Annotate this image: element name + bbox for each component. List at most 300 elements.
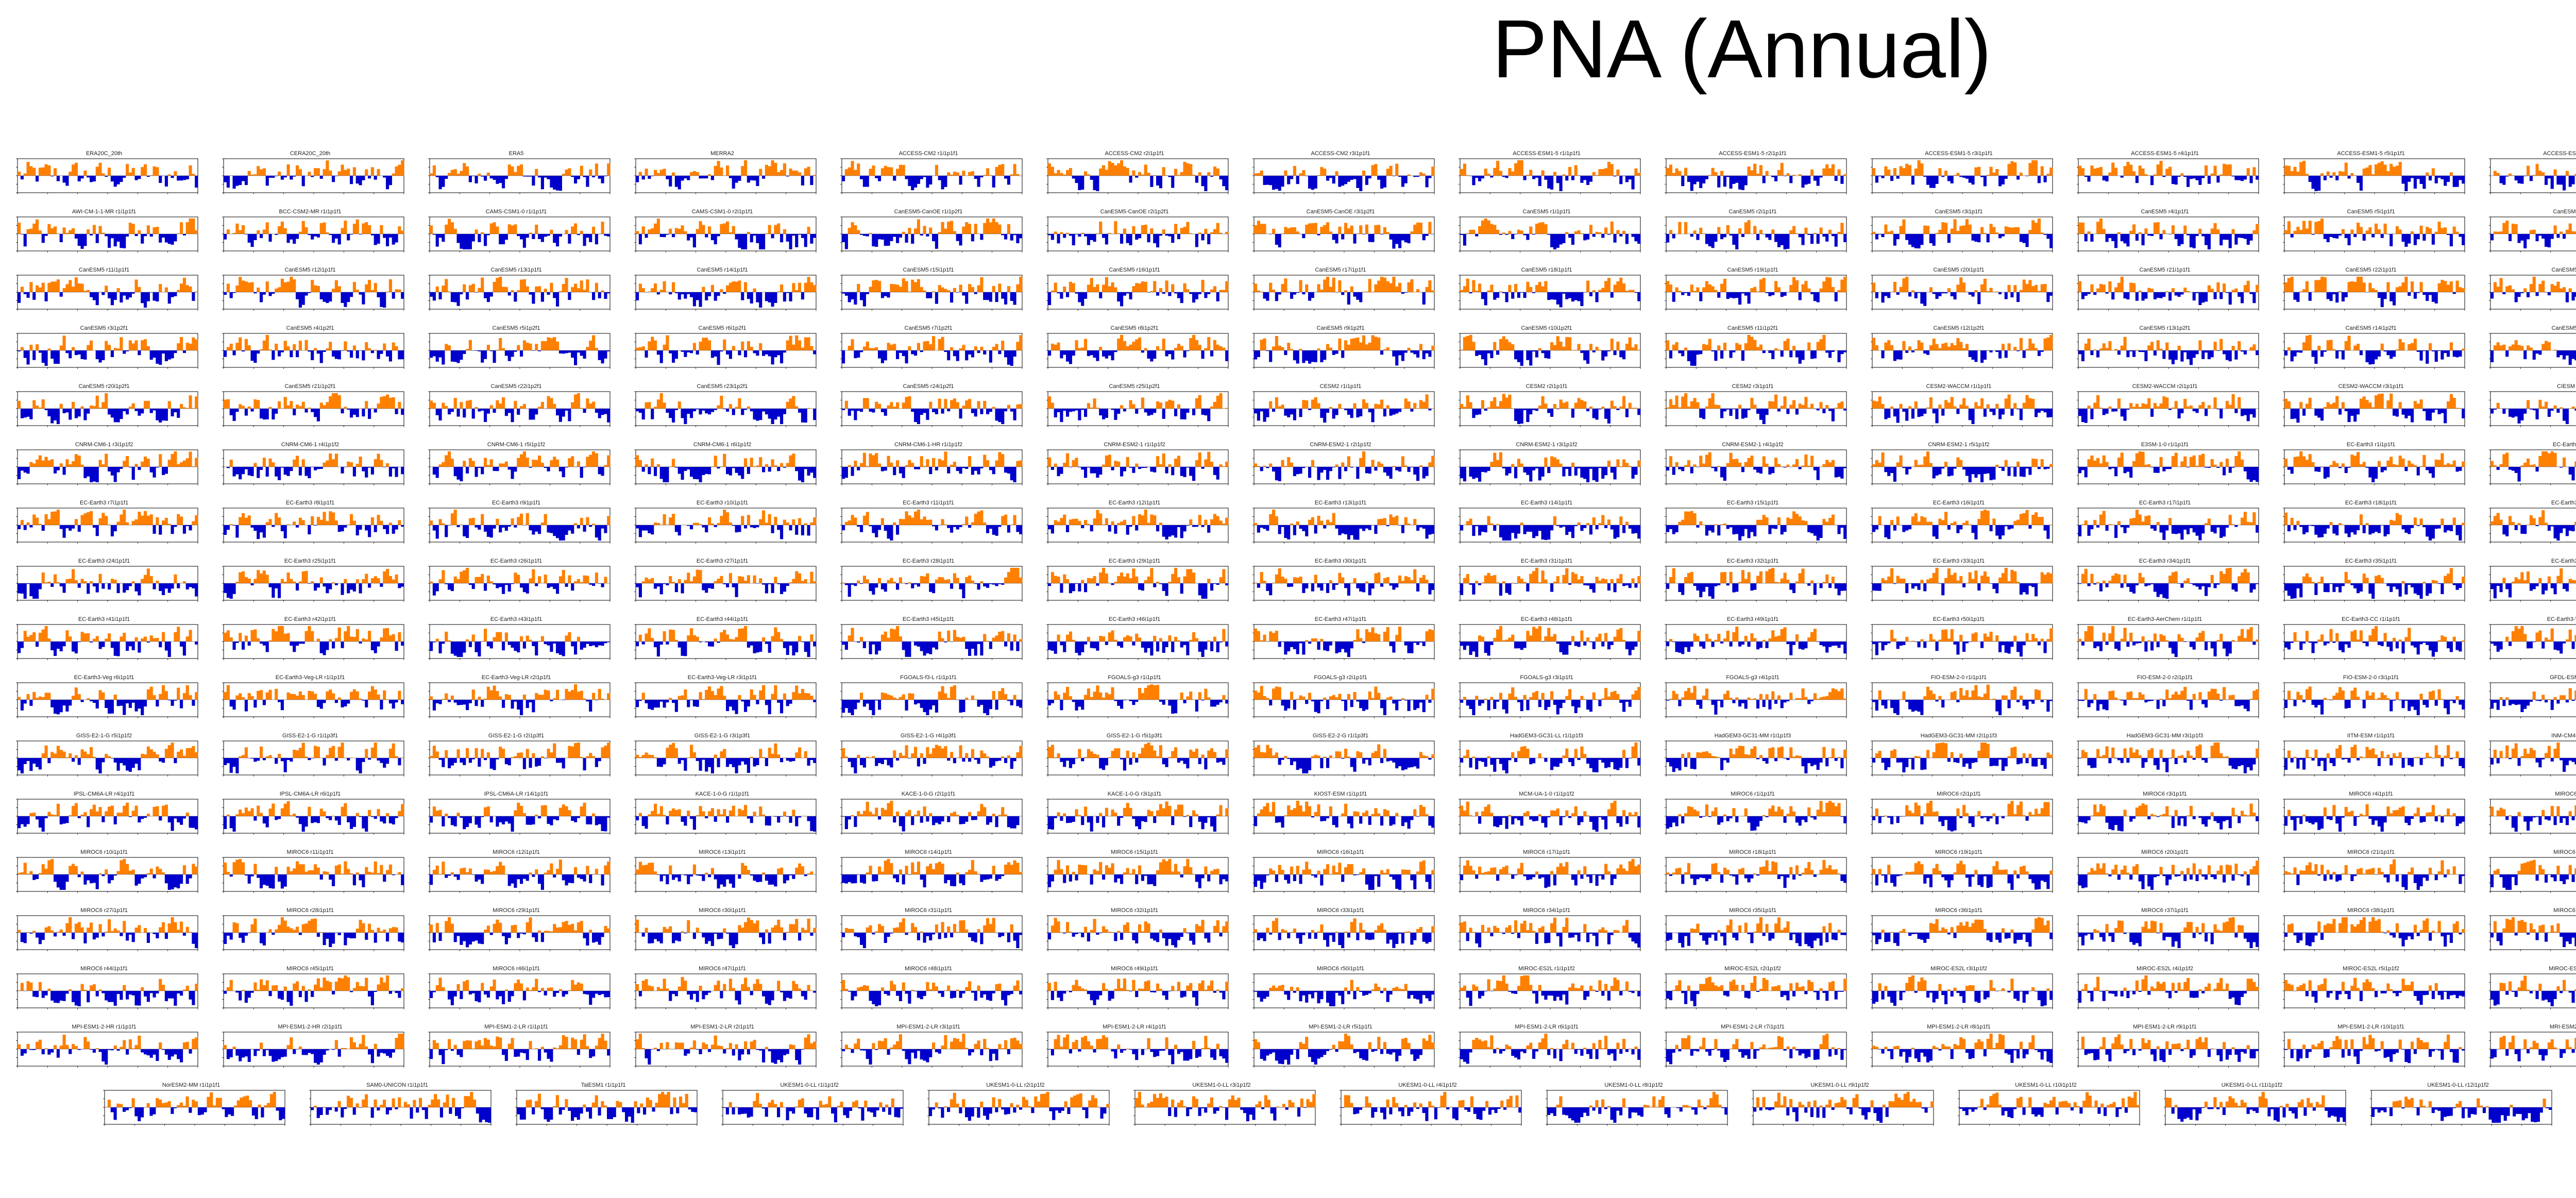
- negative-bar: [2229, 234, 2232, 248]
- positive-bar: [433, 165, 436, 176]
- negative-bar: [2084, 292, 2088, 296]
- positive-bar: [2556, 282, 2560, 292]
- positive-bar: [1383, 278, 1386, 292]
- positive-bar: [747, 341, 750, 350]
- negative-bar: [2462, 234, 2465, 245]
- positive-bar: [1738, 345, 1741, 350]
- negative-bar: [174, 234, 177, 241]
- negative-bar: [138, 350, 141, 355]
- negative-bar: [2420, 176, 2423, 184]
- positive-bar: [2548, 342, 2551, 350]
- negative-bar: [2005, 350, 2008, 358]
- positive-bar: [1204, 229, 1207, 234]
- negative-bar: [881, 234, 884, 240]
- negative-bar: [1069, 350, 1072, 364]
- positive-bar: [1320, 290, 1323, 292]
- positive-bar: [281, 222, 284, 234]
- negative-bar: [1896, 350, 1900, 359]
- positive-bar: [353, 167, 356, 176]
- positive-bar: [1568, 337, 1571, 350]
- positive-bar: [2108, 281, 2111, 292]
- positive-bar: [230, 344, 233, 350]
- negative-bar: [1583, 350, 1586, 360]
- negative-bar: [493, 176, 496, 180]
- negative-bar: [1523, 292, 1527, 298]
- positive-bar: [1634, 168, 1637, 176]
- negative-bar: [2256, 350, 2259, 355]
- negative-bar: [224, 234, 227, 240]
- positive-bar: [275, 344, 278, 350]
- positive-bar: [514, 172, 517, 176]
- negative-bar: [481, 350, 484, 363]
- positive-bar: [1675, 168, 1679, 176]
- negative-bar: [1395, 234, 1398, 244]
- negative-bar: [1069, 234, 1072, 236]
- positive-bar: [108, 345, 111, 350]
- negative-bar: [899, 234, 902, 238]
- negative-bar: [2219, 292, 2223, 299]
- negative-bar: [905, 350, 908, 363]
- positive-bar: [1365, 345, 1368, 350]
- positive-bar: [1822, 281, 1825, 292]
- positive-bar: [890, 167, 893, 176]
- negative-bar: [1326, 176, 1329, 181]
- positive-bar: [1293, 166, 1296, 176]
- negative-bar: [699, 292, 702, 307]
- negative-bar: [1998, 350, 2002, 359]
- positive-bar: [362, 223, 365, 234]
- positive-bar: [708, 226, 711, 234]
- positive-bar: [1505, 340, 1509, 351]
- positive-bar: [2505, 286, 2509, 292]
- positive-bar: [1756, 347, 1759, 350]
- positive-bar: [1016, 174, 1019, 176]
- negative-bar: [2214, 292, 2217, 299]
- negative-bar: [165, 234, 168, 243]
- positive-bar: [1371, 165, 1375, 176]
- negative-bar: [1984, 176, 1987, 186]
- negative-bar: [1817, 176, 1820, 186]
- negative-bar: [878, 234, 881, 239]
- positive-bar: [1511, 344, 1514, 350]
- negative-bar: [2196, 234, 2199, 236]
- positive-bar: [2371, 174, 2375, 176]
- positive-bar: [1216, 345, 1219, 350]
- negative-bar: [1254, 350, 1257, 360]
- negative-bar: [1426, 176, 1429, 187]
- negative-bar: [1632, 234, 1635, 237]
- positive-bar: [1120, 160, 1123, 176]
- negative-bar: [1802, 234, 1805, 245]
- negative-bar: [556, 292, 559, 307]
- negative-bar: [1204, 292, 1207, 298]
- positive-bar: [848, 228, 851, 234]
- negative-bar: [2384, 350, 2387, 351]
- negative-bar: [672, 350, 675, 363]
- negative-bar: [1690, 234, 1693, 237]
- negative-bar: [1308, 292, 1311, 301]
- negative-bar: [762, 234, 765, 249]
- negative-bar: [1947, 176, 1951, 181]
- negative-bar: [317, 234, 320, 238]
- negative-bar: [383, 292, 386, 308]
- panel-title: CanESM5 r16i1p1f1: [1037, 267, 1232, 274]
- negative-bar: [810, 234, 813, 244]
- negative-bar: [323, 292, 326, 302]
- negative-bar: [571, 176, 574, 177]
- negative-bar: [544, 176, 547, 178]
- panel-plot: [2273, 267, 2469, 318]
- negative-bar: [1481, 176, 1484, 178]
- positive-bar: [2426, 173, 2429, 176]
- negative-bar: [1672, 234, 1675, 239]
- positive-bar: [2096, 168, 2099, 176]
- positive-bar: [1416, 223, 1419, 234]
- negative-bar: [1730, 234, 1733, 235]
- positive-bar: [2002, 344, 2005, 350]
- positive-bar: [1669, 164, 1672, 176]
- positive-bar: [1908, 346, 1911, 350]
- positive-bar: [1499, 171, 1502, 176]
- negative-bar: [350, 292, 353, 297]
- positive-bar: [720, 224, 723, 234]
- negative-bar: [607, 234, 610, 237]
- negative-bar: [1219, 176, 1223, 179]
- negative-bar: [227, 176, 230, 188]
- positive-bar: [2183, 288, 2187, 292]
- negative-bar: [1078, 234, 1081, 237]
- negative-bar: [1583, 176, 1586, 180]
- chart-panel: [212, 209, 408, 260]
- positive-bar: [1408, 175, 1411, 176]
- negative-bar: [1832, 234, 1835, 236]
- positive-bar: [845, 169, 848, 176]
- positive-bar: [347, 168, 350, 176]
- positive-bar: [242, 225, 245, 234]
- negative-bar: [1974, 350, 1977, 362]
- negative-bar: [484, 292, 487, 298]
- negative-bar: [1138, 234, 1141, 238]
- negative-bar: [2023, 350, 2026, 358]
- positive-bar: [2142, 168, 2145, 176]
- positive-bar: [1219, 346, 1223, 350]
- positive-bar: [792, 171, 795, 176]
- positive-bar: [1138, 338, 1141, 350]
- negative-bar: [2084, 176, 2088, 177]
- positive-bar: [29, 229, 32, 234]
- positive-bar: [1272, 346, 1275, 350]
- positive-bar: [2028, 339, 2031, 350]
- positive-bar: [186, 285, 189, 292]
- negative-bar: [1781, 350, 1784, 357]
- negative-bar: [281, 176, 284, 180]
- positive-bar: [651, 228, 654, 234]
- positive-bar: [129, 223, 132, 234]
- negative-bar: [2404, 234, 2408, 247]
- negative-bar: [780, 234, 783, 242]
- negative-bar: [1580, 350, 1583, 353]
- negative-bar: [1004, 292, 1007, 305]
- negative-bar: [1926, 350, 1929, 355]
- positive-bar: [681, 225, 684, 234]
- positive-bar: [2314, 280, 2317, 292]
- positive-bar: [2450, 281, 2453, 292]
- positive-bar: [1959, 277, 1962, 292]
- positive-bar: [1735, 343, 1738, 350]
- positive-bar: [2396, 287, 2399, 292]
- negative-bar: [1171, 350, 1174, 360]
- positive-bar: [556, 342, 559, 350]
- positive-bar: [1278, 346, 1281, 350]
- negative-bar: [1771, 176, 1774, 177]
- positive-bar: [1308, 224, 1311, 234]
- panel-plot: [1861, 150, 2057, 202]
- positive-bar: [768, 166, 771, 176]
- negative-bar: [2518, 292, 2521, 297]
- negative-bar: [392, 292, 395, 299]
- positive-bar: [2327, 172, 2330, 176]
- negative-bar: [1828, 350, 1832, 358]
- negative-bar: [1882, 350, 1885, 358]
- negative-bar: [1332, 350, 1335, 355]
- positive-bar: [2299, 230, 2302, 234]
- negative-bar: [1693, 176, 1697, 184]
- positive-bar: [580, 166, 583, 176]
- positive-bar: [1392, 277, 1395, 292]
- negative-bar: [657, 292, 660, 294]
- negative-bar: [2444, 176, 2447, 186]
- positive-bar: [950, 347, 953, 350]
- positive-bar: [2306, 229, 2309, 234]
- positive-bar: [2441, 280, 2444, 292]
- positive-bar: [2150, 342, 2154, 350]
- positive-bar: [926, 341, 929, 350]
- negative-bar: [257, 350, 260, 353]
- positive-bar: [75, 163, 78, 176]
- positive-bar: [39, 288, 42, 292]
- negative-bar: [741, 234, 744, 249]
- positive-bar: [2375, 290, 2378, 292]
- negative-bar: [1929, 176, 1933, 188]
- chart-panel: [1655, 325, 1851, 377]
- negative-bar: [2205, 350, 2208, 352]
- positive-bar: [2502, 345, 2505, 350]
- positive-bar: [2035, 160, 2038, 176]
- negative-bar: [896, 234, 899, 243]
- negative-bar: [1201, 234, 1205, 240]
- negative-bar: [1911, 176, 1914, 184]
- negative-bar: [538, 176, 541, 177]
- negative-bar: [377, 234, 380, 244]
- negative-bar: [83, 234, 87, 246]
- negative-bar: [248, 234, 251, 243]
- positive-bar: [562, 174, 565, 176]
- positive-bar: [392, 343, 395, 350]
- chart-panel: [2273, 150, 2469, 202]
- positive-bar: [1084, 339, 1087, 350]
- positive-bar: [2099, 218, 2103, 234]
- positive-bar: [18, 172, 21, 176]
- negative-bar: [1802, 350, 1805, 360]
- negative-bar: [260, 292, 263, 302]
- positive-bar: [905, 281, 908, 292]
- negative-bar: [2244, 234, 2247, 239]
- negative-bar: [1884, 292, 1887, 296]
- positive-bar: [2566, 171, 2569, 176]
- positive-bar: [1317, 348, 1320, 350]
- positive-bar: [1962, 226, 1965, 234]
- negative-bar: [1493, 292, 1496, 300]
- negative-bar: [559, 234, 562, 237]
- negative-bar: [1320, 350, 1323, 362]
- negative-bar: [284, 176, 287, 177]
- negative-bar: [1368, 176, 1371, 178]
- positive-bar: [2046, 174, 2049, 176]
- positive-bar: [1544, 281, 1547, 292]
- panel-plot: [1861, 209, 2057, 260]
- negative-bar: [2198, 292, 2201, 305]
- positive-bar: [720, 167, 723, 176]
- positive-bar: [950, 175, 953, 176]
- positive-bar: [1428, 222, 1431, 234]
- negative-bar: [1702, 176, 1705, 183]
- positive-bar: [1287, 343, 1290, 350]
- negative-bar: [442, 176, 445, 187]
- positive-bar: [2084, 344, 2088, 350]
- positive-bar: [684, 231, 687, 234]
- positive-bar: [1669, 284, 1672, 292]
- negative-bar: [2342, 292, 2345, 301]
- positive-bar: [1980, 227, 1984, 234]
- negative-bar: [2117, 350, 2121, 355]
- positive-bar: [1374, 284, 1377, 292]
- positive-bar: [1472, 342, 1475, 350]
- positive-bar: [2183, 226, 2187, 234]
- positive-bar: [1502, 232, 1505, 234]
- positive-bar: [1622, 231, 1625, 234]
- positive-bar: [383, 344, 386, 350]
- positive-bar: [1359, 343, 1362, 350]
- negative-bar: [801, 176, 804, 185]
- negative-bar: [1720, 350, 1723, 359]
- negative-bar: [1969, 176, 1972, 183]
- positive-bar: [1690, 284, 1693, 292]
- negative-bar: [499, 234, 502, 244]
- negative-bar: [2332, 234, 2335, 238]
- negative-bar: [1977, 234, 1980, 242]
- negative-bar: [93, 176, 96, 181]
- negative-bar: [2518, 234, 2521, 243]
- positive-bar: [317, 168, 320, 176]
- positive-bar: [589, 170, 592, 176]
- positive-bar: [1900, 287, 1903, 292]
- positive-bar: [1810, 170, 1814, 176]
- negative-bar: [2244, 350, 2247, 355]
- positive-bar: [2456, 232, 2459, 234]
- negative-bar: [636, 292, 639, 300]
- positive-bar: [765, 165, 768, 176]
- negative-bar: [27, 350, 30, 364]
- positive-bar: [1553, 345, 1556, 350]
- negative-bar: [251, 234, 254, 247]
- negative-bar: [642, 176, 645, 179]
- panel-plot: [1037, 150, 1232, 202]
- negative-bar: [1511, 292, 1514, 299]
- negative-bar: [884, 234, 887, 246]
- positive-bar: [156, 227, 159, 234]
- negative-bar: [2411, 176, 2414, 178]
- positive-bar: [2132, 171, 2136, 176]
- negative-bar: [27, 292, 30, 298]
- positive-bar: [1629, 338, 1632, 350]
- negative-bar: [2041, 350, 2044, 352]
- positive-bar: [881, 168, 884, 176]
- negative-bar: [1951, 176, 1954, 183]
- positive-bar: [1428, 280, 1431, 292]
- positive-bar: [2429, 343, 2432, 350]
- negative-bar: [2238, 292, 2241, 297]
- positive-bar: [18, 223, 21, 234]
- positive-bar: [1111, 163, 1114, 176]
- chart-panel: [624, 267, 820, 318]
- positive-bar: [1825, 277, 1828, 292]
- negative-bar: [1114, 350, 1117, 352]
- negative-bar: [2201, 292, 2205, 302]
- positive-bar: [2306, 335, 2309, 350]
- negative-bar: [2312, 176, 2315, 189]
- negative-bar: [2545, 176, 2548, 185]
- positive-bar: [344, 221, 347, 234]
- negative-bar: [2332, 292, 2335, 294]
- positive-bar: [2103, 343, 2106, 350]
- positive-bar: [2049, 167, 2053, 176]
- negative-bar: [1977, 292, 1980, 304]
- positive-bar: [180, 337, 183, 350]
- negative-bar: [2106, 234, 2109, 242]
- positive-bar: [2348, 282, 2351, 292]
- chart-panel: [212, 325, 408, 377]
- panel-plot: [1655, 325, 1851, 377]
- positive-bar: [1562, 175, 1565, 176]
- negative-bar: [457, 234, 460, 243]
- positive-bar: [1929, 345, 1933, 350]
- positive-bar: [69, 172, 72, 176]
- positive-bar: [1410, 231, 1413, 234]
- chart-panel: [2067, 325, 2263, 377]
- negative-bar: [1416, 176, 1419, 177]
- positive-bar: [920, 287, 923, 292]
- negative-bar: [783, 350, 786, 352]
- positive-bar: [54, 168, 57, 176]
- positive-bar: [1723, 343, 1726, 350]
- positive-bar: [738, 280, 741, 292]
- negative-bar: [756, 234, 759, 243]
- positive-bar: [1132, 286, 1135, 292]
- panel-plot: [624, 209, 820, 260]
- positive-bar: [547, 338, 550, 350]
- positive-bar: [1326, 344, 1329, 350]
- negative-bar: [1893, 350, 1896, 361]
- positive-bar: [1478, 226, 1481, 234]
- negative-bar: [1589, 176, 1592, 182]
- negative-bar: [1941, 176, 1944, 177]
- positive-bar: [1666, 340, 1669, 350]
- positive-bar: [1541, 171, 1545, 176]
- negative-bar: [147, 176, 150, 177]
- positive-bar: [1398, 283, 1401, 292]
- chart-panel: [6, 325, 202, 377]
- negative-bar: [1383, 176, 1386, 188]
